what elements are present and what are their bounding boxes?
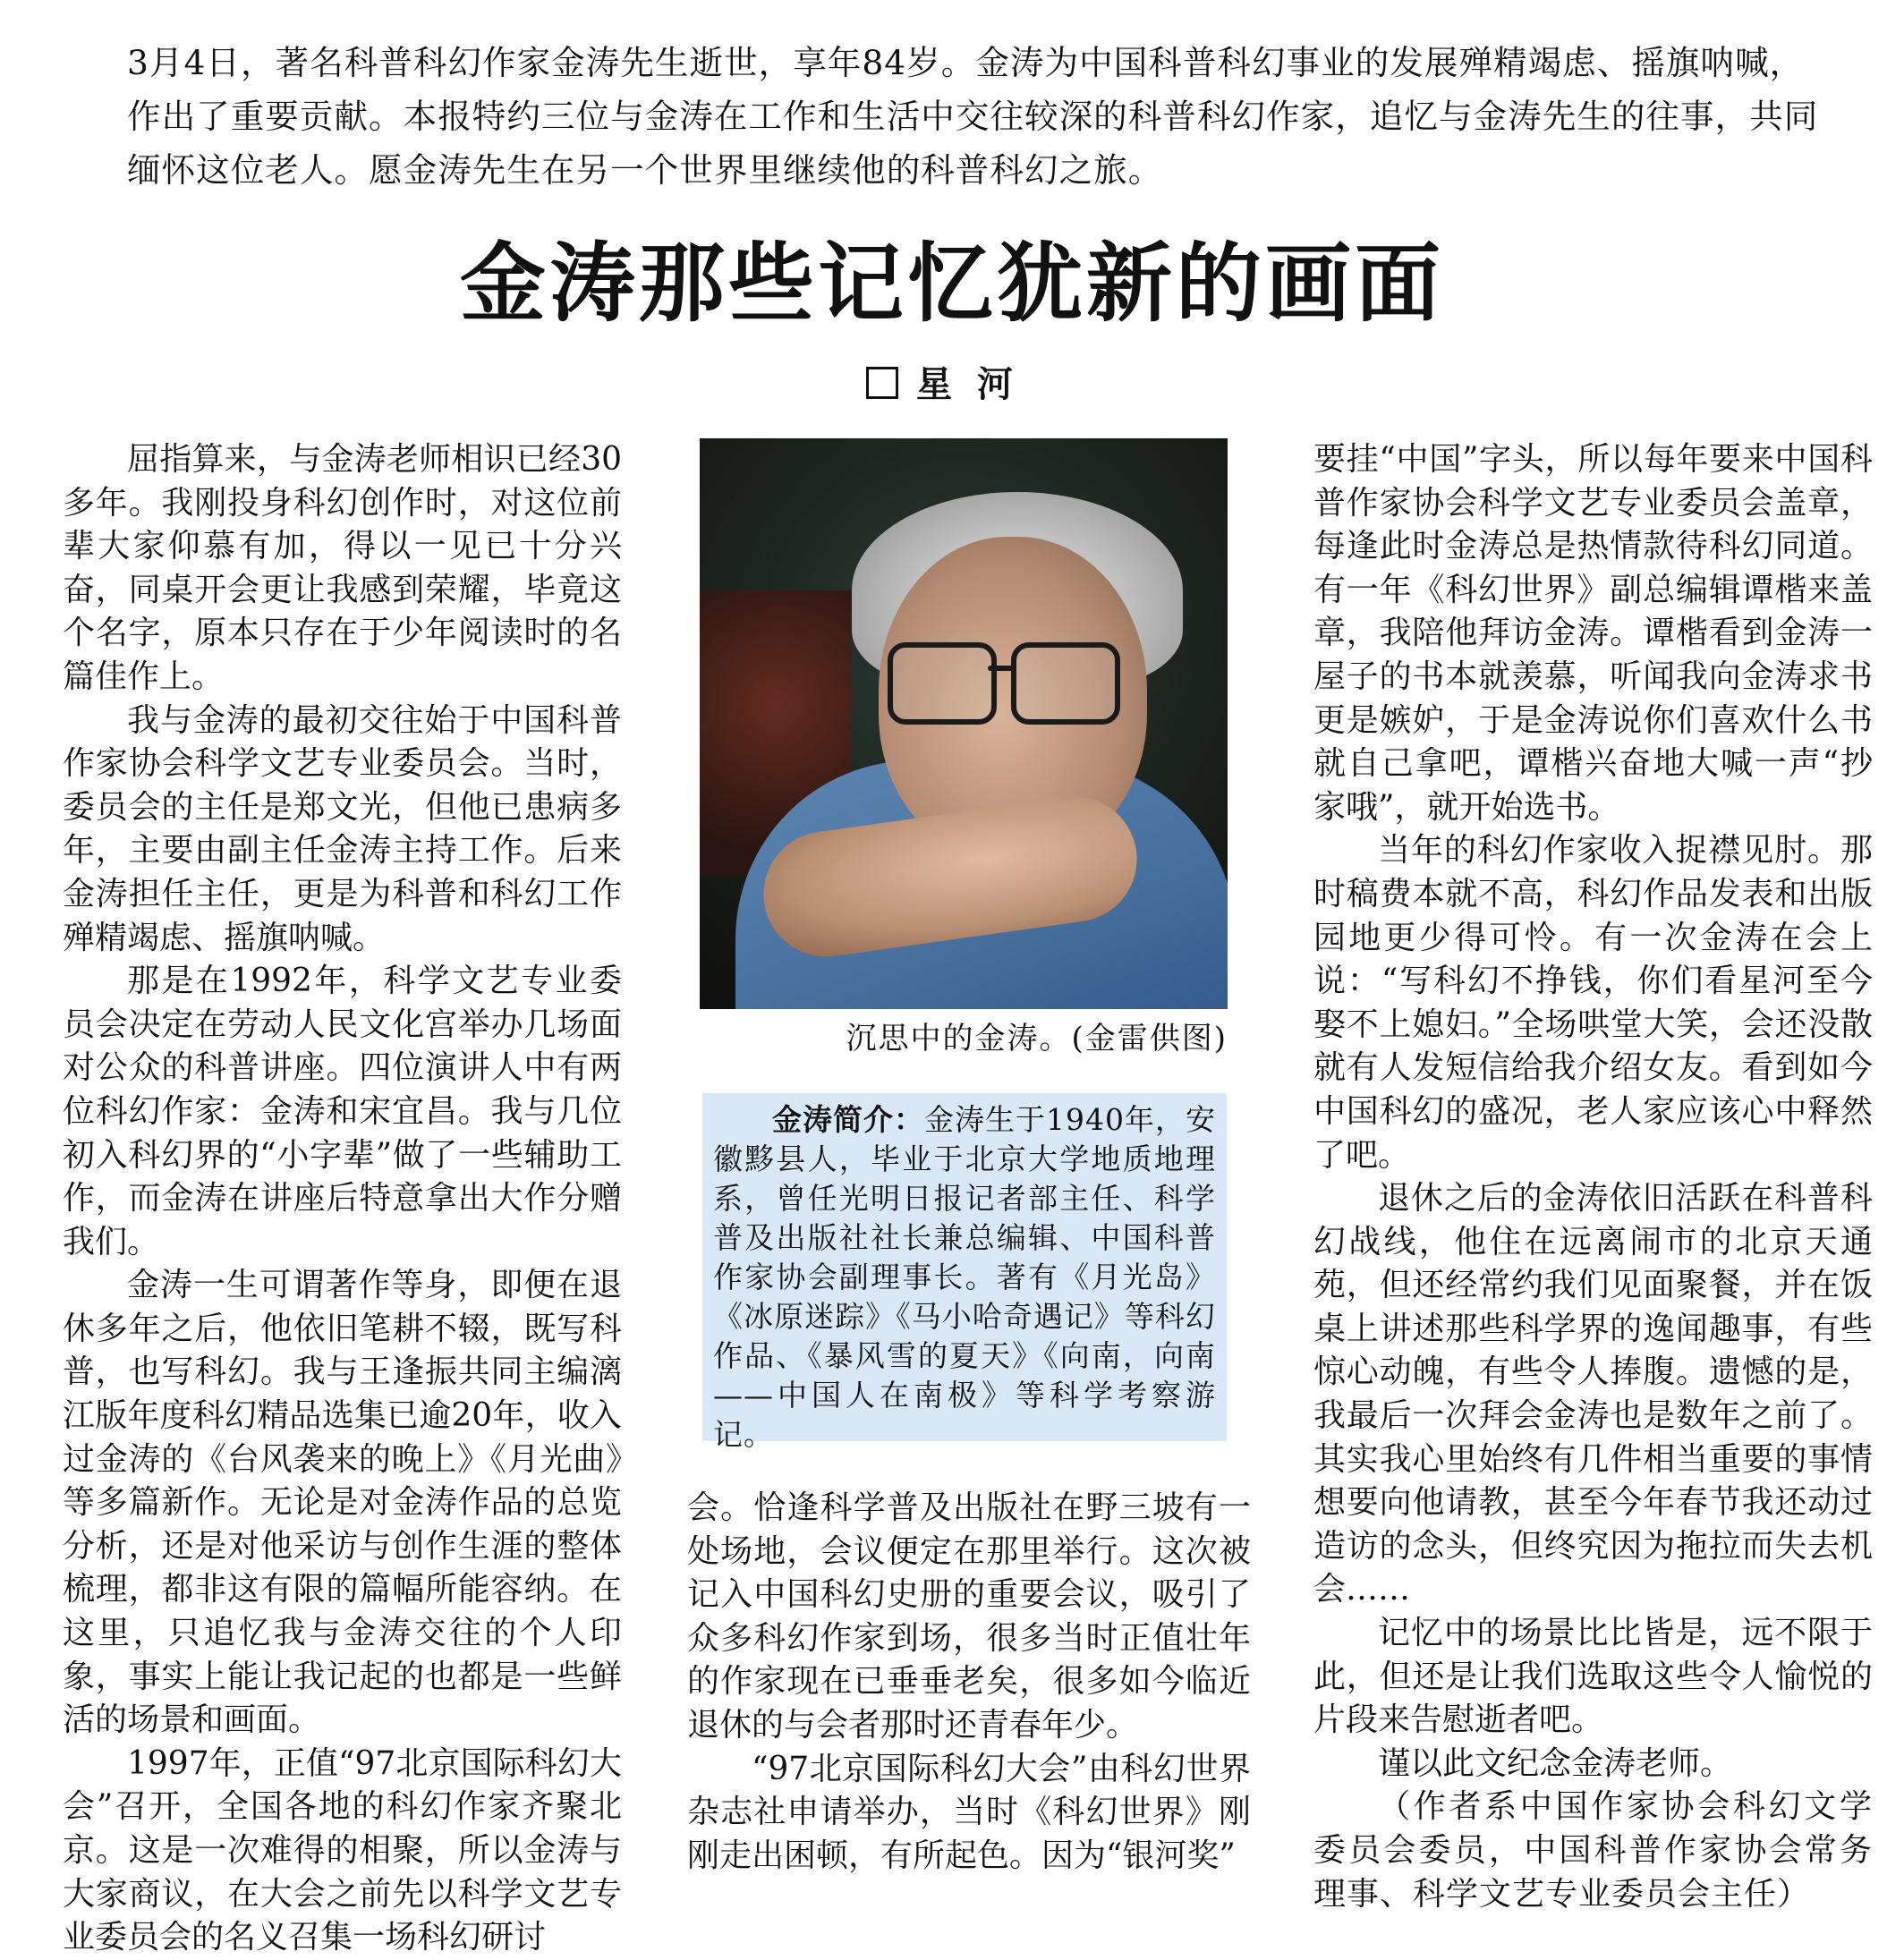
bio-label: 金涛简介： (772, 1102, 925, 1137)
article-column-3 (1313, 438, 1873, 1916)
author-name: 星河 (916, 364, 1038, 405)
bio-box (702, 1093, 1227, 1452)
paragraph: 记忆中的场景比比皆是，远不限于此，但还是让我们选取这些令人愉悦的片段来告慰逝者吧。 (1313, 1615, 1873, 1739)
byline (0, 361, 1904, 408)
paragraph: 1997年，正值“97北京国际科幻大会”召开，全国各地的科幻作家齐聚北京。这是一次难得的相聚，所以金涛与大家商议，在大会之前先以科学文艺专业委员会的名义召集一场科幻研讨 (63, 1744, 622, 1956)
intro-text: 3月4日，著名科普科幻作家金涛先生逝世，享年84岁。金涛为中国科普科幻事业的发展殚精竭虑、摇旗呐喊，作出了重要贡献。本报特约三位与金涛在工作和生活中交往较深的科普科幻作家，追忆与金涛先生的往事，共同缅怀这位老人。愿金涛先生在另一个世界里继续他的科普科幻之旅。 (127, 43, 1819, 190)
article-intro (127, 36, 1827, 197)
author-note: （作者系中国作家协会科幻文学委员会委员，中国科普作家协会常务理事、科学文艺专业委员会主任） (1313, 1788, 1873, 1913)
paragraph: 金涛一生可谓著作等身，即便在退休多年之后，他依旧笔耕不辍，既写科普，也写科幻。我与王逢振共同主编漓江版年度科幻精品选集已逾20年，收入过金涛的《台风袭来的晚上》《月光曲》等多篇新作。无论是对金涛作品的总览分析，还是对他采访与创作生涯的整体梳理，都非这有限的篇幅所能容纳。在这里，只追忆我与金涛交往的个人印象，事实上能让我记起的也都是一些鲜活的场景和画面。 (63, 1267, 622, 1739)
paragraph: 退休之后的金涛依旧活跃在科普科幻战线，他住在远离闹市的北京天通苑，但还经常约我们见面聚餐，并在饭桌上讲述那些科学界的逸闻趣事，有些惊心动魄，有些令人捧腹。遗憾的是，我最后一次拜会金涛也是数年之前了。其实我心里始终有几件相当重要的事情想要向他请教，甚至今年春节我还动过造访的念头，但终究因为拖拉而失去机会…… (1313, 1180, 1873, 1608)
portrait-photo (700, 438, 1228, 1009)
paragraph: 当年的科幻作家收入捉襟见肘。那时稿费本就不高，科幻作品发表和出版园地更少得可怜。有一次金涛在会上说：“写科幻不挣钱，你们看星河至今娶不上媳妇。”全场哄堂大笑，会还没散就有人发短信给我介绍女友。看到如今中国科幻的盛况，老人家应该心中释然了吧。 (1313, 832, 1873, 1174)
byline-box-icon (866, 367, 898, 399)
paragraph: 要挂“中国”字头，所以每年要来中国科普作家协会科学文艺专业委员会盖章，每逢此时金涛总是热情款待科幻同道。有一年《科幻世界》副总编辑谭楷来盖章，我陪他拜访金涛。谭楷看到金涛一屋子的书本就羡慕，听闻我向金涛求书更是嫉妒，于是金涛说你们喜欢什么书就自己拿吧，谭楷兴奋地大喊一声“抄家哦”，就开始选书。 (1313, 441, 1873, 826)
glasses-shape (888, 642, 1120, 723)
paragraph: 会。恰逢科学普及出版社在野三坡有一处场地，会议便定在那里举行。这次被记入中国科幻史册的重要会议，吸引了众多科幻作家到场，很多当时正值壮年的作家现在已垂垂老矣，很多如今临近退休的与会者那时还青春年少。 (687, 1489, 1251, 1744)
paragraph: 我与金涛的最初交往始于中国科普作家协会科学文艺专业委员会。当时，委员会的主任是郑文光，但他已患病多年，主要由副主任金涛主持工作。后来金涛担任主任，更是为科普和科幻工作殚精竭虑、摇旗呐喊。 (63, 701, 622, 956)
paragraph: “97北京国际科幻大会”由科幻世界杂志社申请举办，当时《科幻世界》刚刚走出困顿，有所起色。因为“银河奖” (687, 1750, 1251, 1874)
bio-text (713, 1100, 1216, 1455)
paragraph: 谨以此文纪念金涛老师。 (1378, 1744, 1733, 1782)
article-column-2 (687, 1487, 1251, 1878)
paragraph: 那是在1992年，科学文艺专业委员会决定在劳动人民文化宫举办几场面对公众的科普讲座。四位演讲人中有两位科幻作家：金涛和宋宜昌。我与几位初入科幻界的“小字辈”做了一些辅助工作，而金涛在讲座后特意拿出大作分赠我们。 (63, 963, 622, 1260)
bio-body: 金涛生于1940年，安徽黟县人，毕业于北京大学地质地理系，曾任光明日报记者部主任、科学普及出版社社长兼总编辑、中国科普作家协会副理事长。著有《月光岛》《冰原迷踪》《马小哈奇遇记》等科幻作品、《暴风雪的夏天》《向南，向南——中国人在南极》等科学考察游记。 (713, 1102, 1217, 1452)
paragraph: 屈指算来，与金涛老师相识已经30多年。我刚投身科幻创作时，对这位前辈大家仰慕有加，得以一见已十分兴奋，同桌开会更让我感到荣耀，毕竟这个名字，原本只存在于少年阅读时的名篇佳作上。 (63, 441, 622, 695)
photo-caption: 沉思中的金涛。(金雷供图) (846, 1021, 1228, 1056)
article-column-1 (63, 438, 622, 1960)
headline: 金涛那些记忆犹新的画面 (460, 233, 1444, 334)
